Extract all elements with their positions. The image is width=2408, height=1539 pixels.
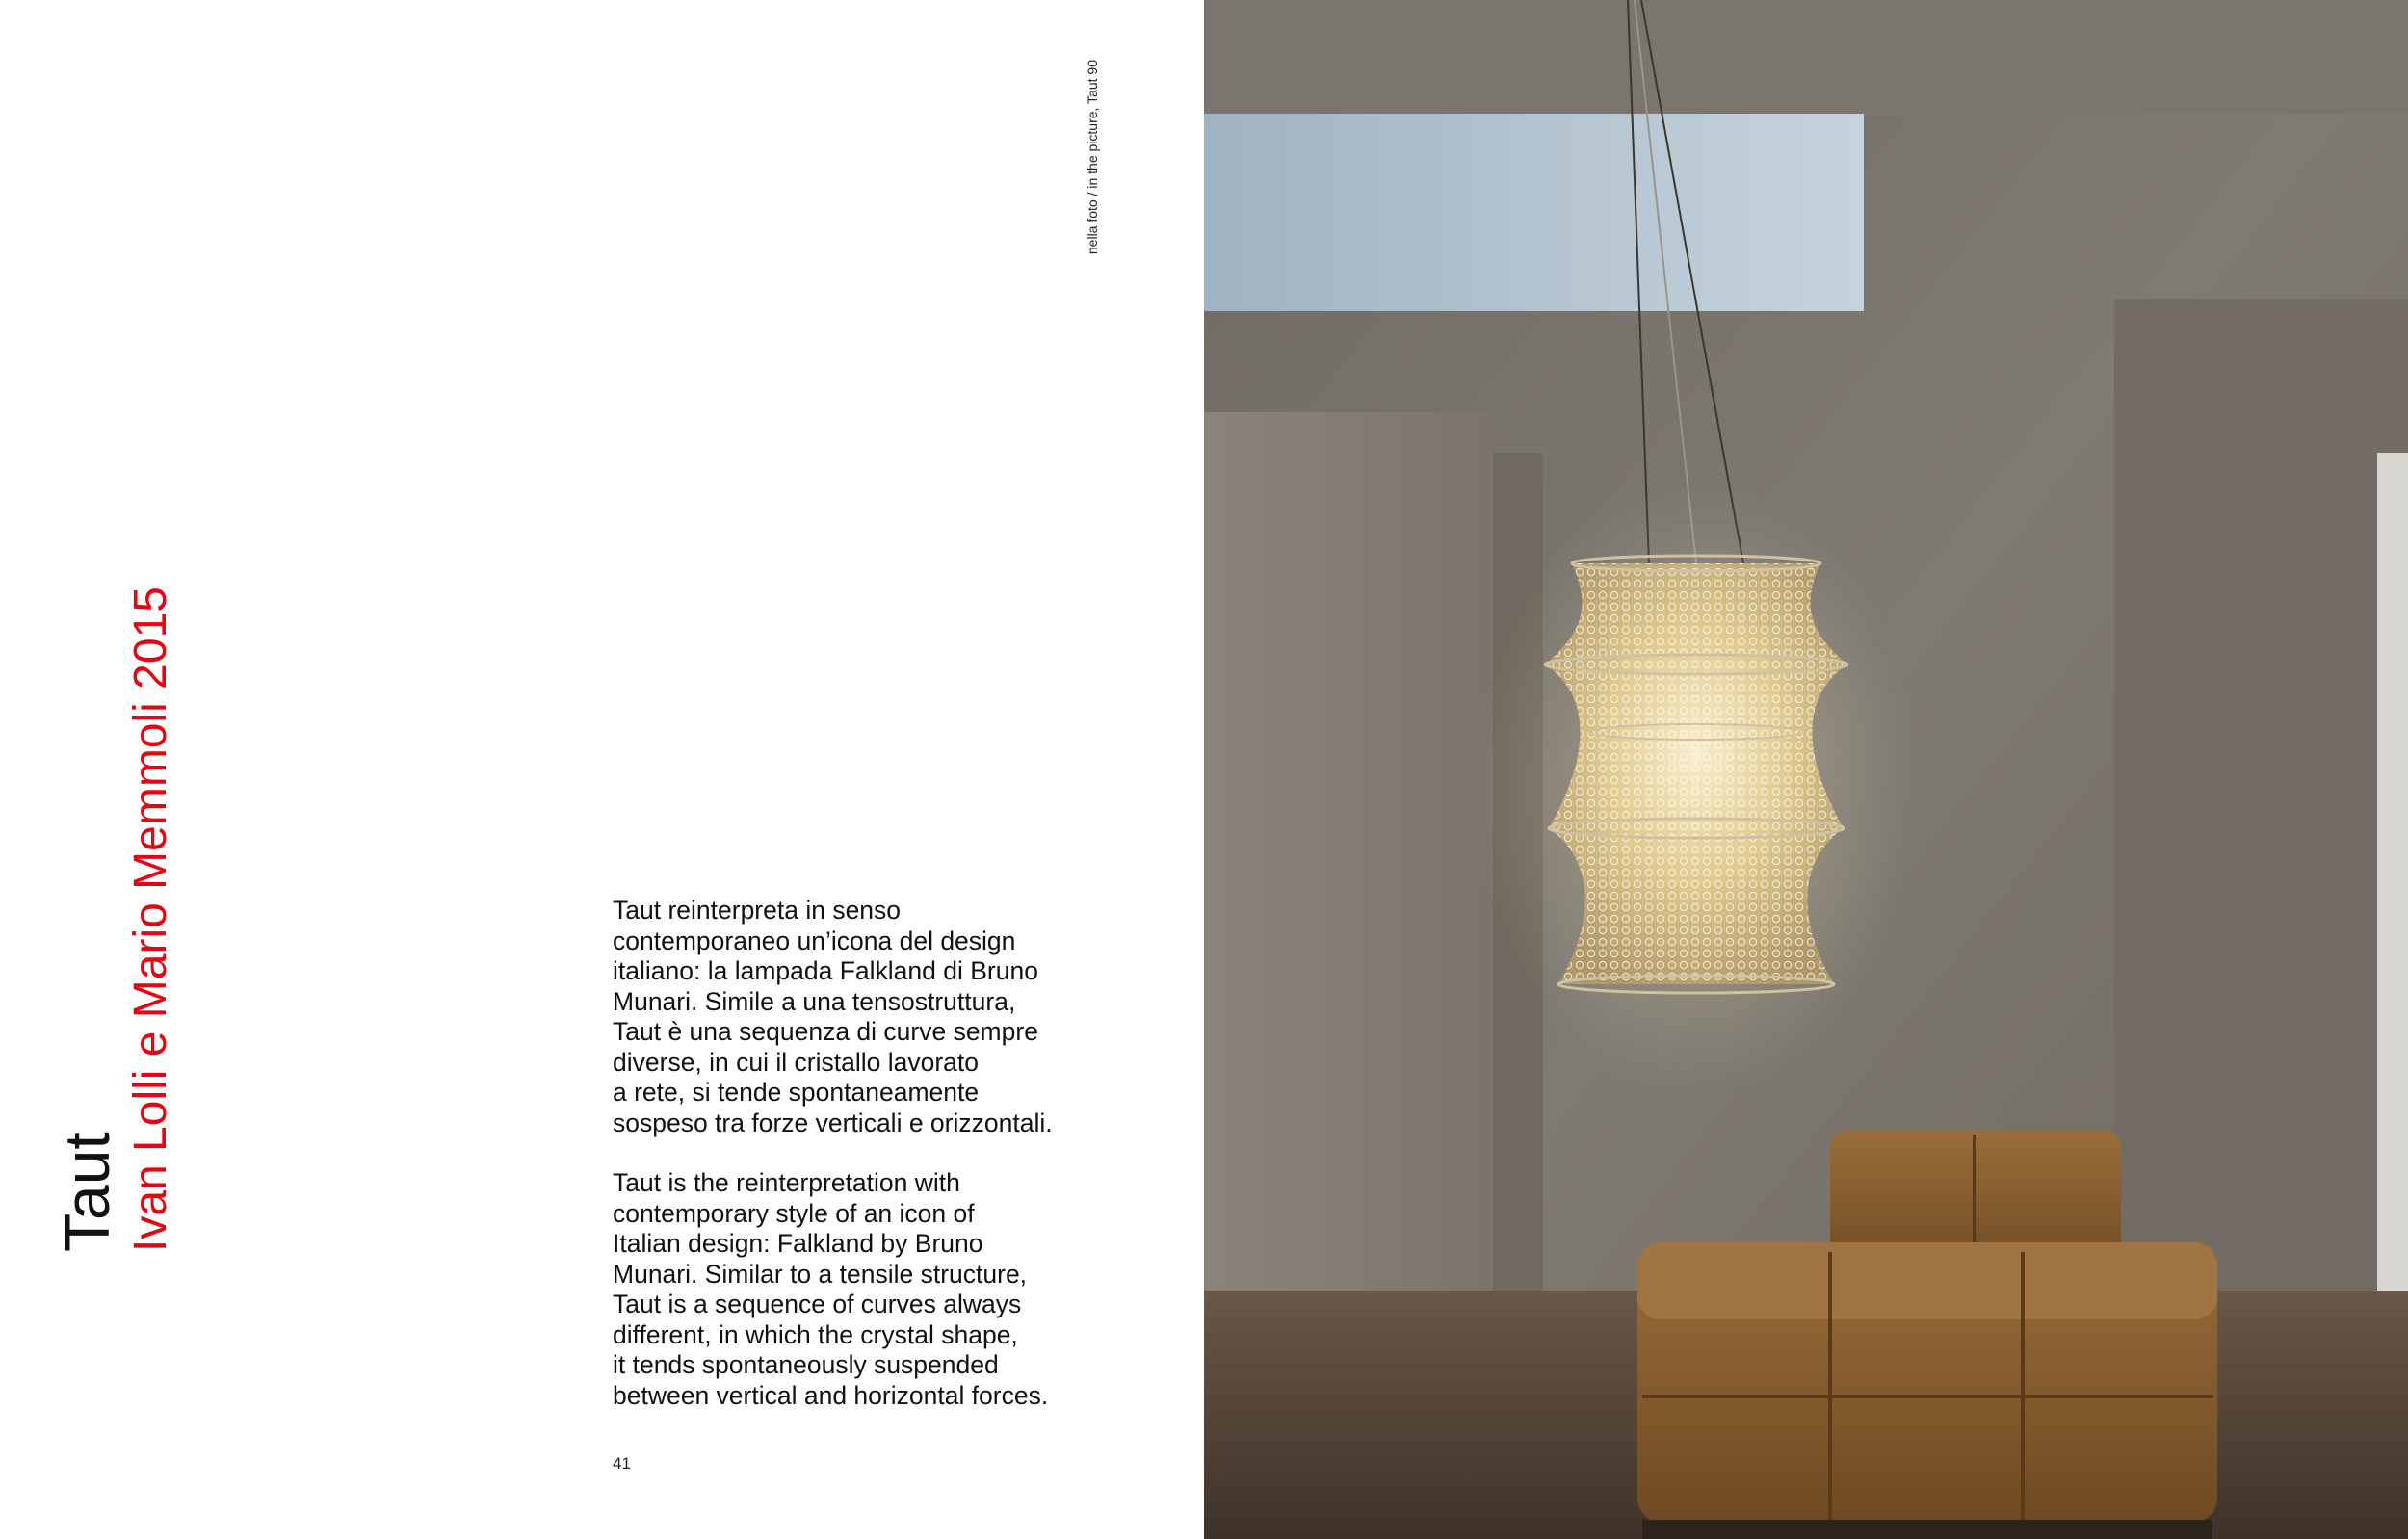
right-wall-panel	[2114, 299, 2408, 1310]
ceiling-beam	[1204, 0, 2408, 114]
product-photo	[1204, 0, 2408, 1539]
description-italian: Taut reinterpreta in senso contemporaneo un’icona del design italiano: la lampada Falkland di Bruno Munari. Simile a una tensostruttura, Taut è una sequenza di curve sempre diverse, in cui il cristallo lavorato a rete, si tende spontaneamente sospeso tra forze verticali e orizzontali.	[613, 896, 1053, 1137]
designers-year: Ivan Lolli e Mario Memmoli 2015	[125, 587, 176, 1252]
page-number: 41	[613, 1454, 631, 1473]
product-title: Taut	[51, 1132, 122, 1252]
ceiling-skylight	[1204, 114, 1864, 311]
body-text	[613, 896, 1152, 1441]
vertical-title-block	[50, 482, 397, 1252]
photo-caption: nella foto / in the picture, Taut 90	[1085, 60, 1100, 255]
right-edge-panel	[2377, 453, 2408, 1319]
concrete-pillar	[1204, 412, 1493, 1346]
description-english: Taut is the reinterpretation with contemporary style of an icon of Italian design: Falkland by Bruno Munari. Similar to a tensile structure, Taut is a sequence of curves always different, in which the crystal shape, it tends spontaneously suspended between vertical and horizontal forces.	[613, 1168, 1049, 1410]
